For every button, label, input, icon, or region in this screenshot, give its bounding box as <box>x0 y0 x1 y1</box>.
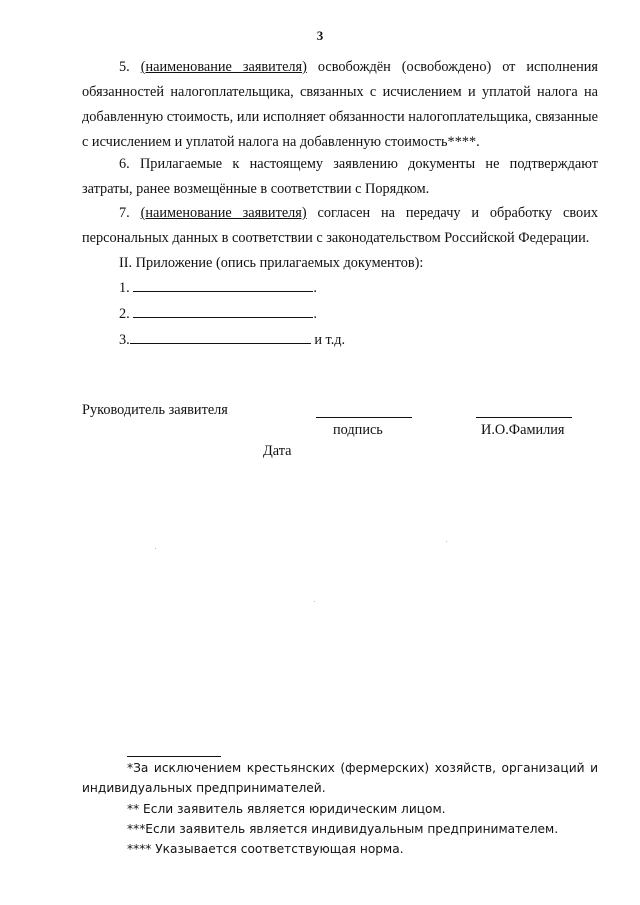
applicant-name-placeholder: (наименование заявителя) <box>140 205 307 221</box>
paragraph-7-text: согласен на передачу и обработку своих персональных данных в соответствии с законодательством Российской Федерации. <box>82 205 598 246</box>
paragraph-6-text: 6. Прилагаемые к настоящему заявлению документы не подтверждают затраты, ранее возмещённые в соответствии с Порядком. <box>82 156 598 197</box>
footnote-4 <box>82 839 598 859</box>
scan-speck <box>446 541 447 542</box>
attachment-blank-line <box>130 342 311 344</box>
paragraph-5-number: 5. <box>119 59 130 75</box>
attachment-suffix: и т.д. <box>314 332 346 348</box>
attachment-item-3 <box>119 332 345 349</box>
signatory-label: Руководитель заявителя <box>82 402 228 418</box>
paragraph-5-text: освобождён (освобождено) от исполнения обязанностей налогоплательщика, связанных с исчислением и уплатой налога на добавленную стоимость, или исполняет обязанности налогоплательщика, связанные с исчислением и уплатой налога на добавленную стоимость****. <box>82 59 598 150</box>
footnote-2-text: ** Если заявитель является юридическим лицом. <box>127 802 446 816</box>
applicant-name-placeholder: (наименование заявителя) <box>140 59 307 75</box>
scan-speck <box>155 548 156 549</box>
attachment-item-1 <box>119 280 317 297</box>
footnote-3 <box>82 819 598 839</box>
name-caption: И.О.Фамилия <box>481 422 565 438</box>
paragraph-7 <box>82 201 598 251</box>
attachments-heading: II. Приложение (опись прилагаемых документов): <box>119 255 424 271</box>
footnote-1-text: *За исключением крестьянских (фермерских) хозяйств, организаций и индивидуальных предпринимателей. <box>82 761 598 795</box>
footnote-3-text: ***Если заявитель является индивидуальным предпринимателем. <box>127 822 559 836</box>
attachment-blank-line <box>133 290 313 292</box>
footnote-1 <box>82 758 598 798</box>
name-line <box>476 417 572 418</box>
footnote-2 <box>82 799 598 819</box>
signature-caption: подпись <box>333 422 383 438</box>
date-label: Дата <box>263 443 292 459</box>
footnote-4-text: **** Указывается соответствующая норма. <box>127 842 404 856</box>
paragraph-7-number: 7. <box>119 205 130 221</box>
attachment-number: 1. <box>119 280 130 296</box>
scan-speck <box>314 601 315 602</box>
attachment-suffix: . <box>313 280 317 296</box>
page-number: 3 <box>316 28 324 43</box>
signature-line <box>316 417 412 418</box>
attachment-suffix: . <box>313 306 317 322</box>
attachment-number: 2. <box>119 306 130 322</box>
paragraph-5 <box>82 55 598 155</box>
paragraph-6 <box>82 152 598 202</box>
attachment-number: 3. <box>119 332 130 348</box>
attachment-blank-line <box>133 316 313 318</box>
attachment-item-2 <box>119 306 317 323</box>
footnote-separator <box>127 756 221 757</box>
